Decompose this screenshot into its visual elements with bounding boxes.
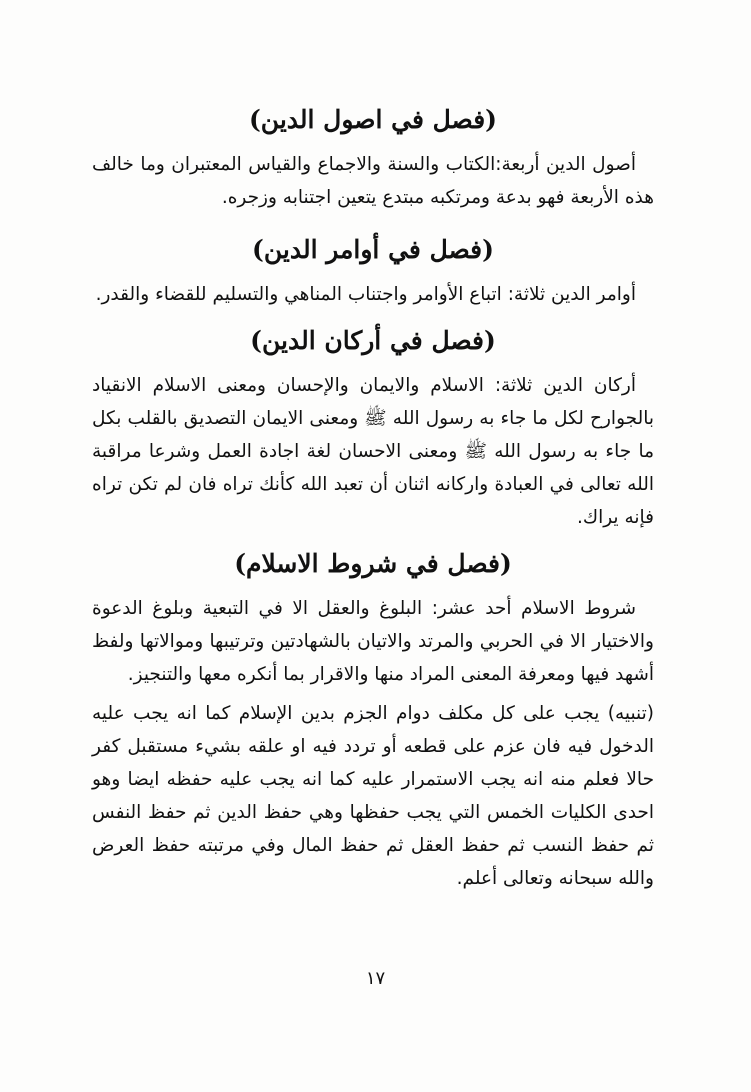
section-heading-awamir: (فصل في أوامر الدين)	[252, 235, 494, 264]
section-heading-shurut: (فصل في شروط الاسلام)	[234, 549, 512, 578]
section-heading-usul: (فصل في اصول الدين)	[248, 105, 498, 134]
paragraph-arkan: أركان الدين ثلاثة: الاسلام والايمان والإحسان ومعنى الاسلام الانقياد بالجوارح لكل ما جاء به رسول الله ﷺ ومعنى الايمان التصديق بالقلب بكل ما جاء به رسول الله ﷺ ومعنى الاحسان لغة اجادة العمل وشرعا مراقبة الله تعالى في العبادة واركانه اثنان أن تعبد الله كأنك تراه فان لم تكن تراه فإنه يراك.	[92, 375, 654, 528]
page-content	[92, 100, 654, 895]
paragraph-tanbih: (تنبيه) يجب على كل مكلف دوام الجزم بدين الإسلام كما انه يجب عليه الدخول فيه فان عزم على قطعه أو تردد فيه او علقه بشيء مستقبل كفر حالا فعلم منه انه يجب الاستمرار عليه كما انه يجب عليه حفظه ايضا وهو احدى الكليات الخمس التي يجب حفظها وهي حفظ الدين ثم حفظ النفس ثم حفظ النسب ثم حفظ العقل ثم حفظ المال وفي مرتبته حفظ العرض والله سبحانه وتعالى أعلم.	[92, 703, 654, 889]
paragraph-usul: أصول الدين أربعة:الكتاب والسنة والاجماع والقياس المعتبران وما خالف هذه الأربعة فهو بدعة ومرتكبه مبتدع يتعين اجتنابه وزجره.	[92, 154, 654, 208]
page-number: ١٧	[365, 968, 386, 989]
paragraph-awamir: أوامر الدين ثلاثة: اتباع الأوامر واجتناب المناهي والتسليم للقضاء والقدر.	[95, 284, 636, 305]
section-heading-arkan: (فصل في أركان الدين)	[250, 326, 496, 355]
paragraph-shurut: شروط الاسلام أحد عشر: البلوغ والعقل الا في التبعية وبلوغ الدعوة والاختيار الا في الحربي والمرتد والاتيان بالشهادتين وترتيبها وموالاتها ولفظ أشهد فيها ومعرفة المعنى المراد منها والاقرار بما أنكره معها والتنجيز.	[92, 598, 654, 685]
